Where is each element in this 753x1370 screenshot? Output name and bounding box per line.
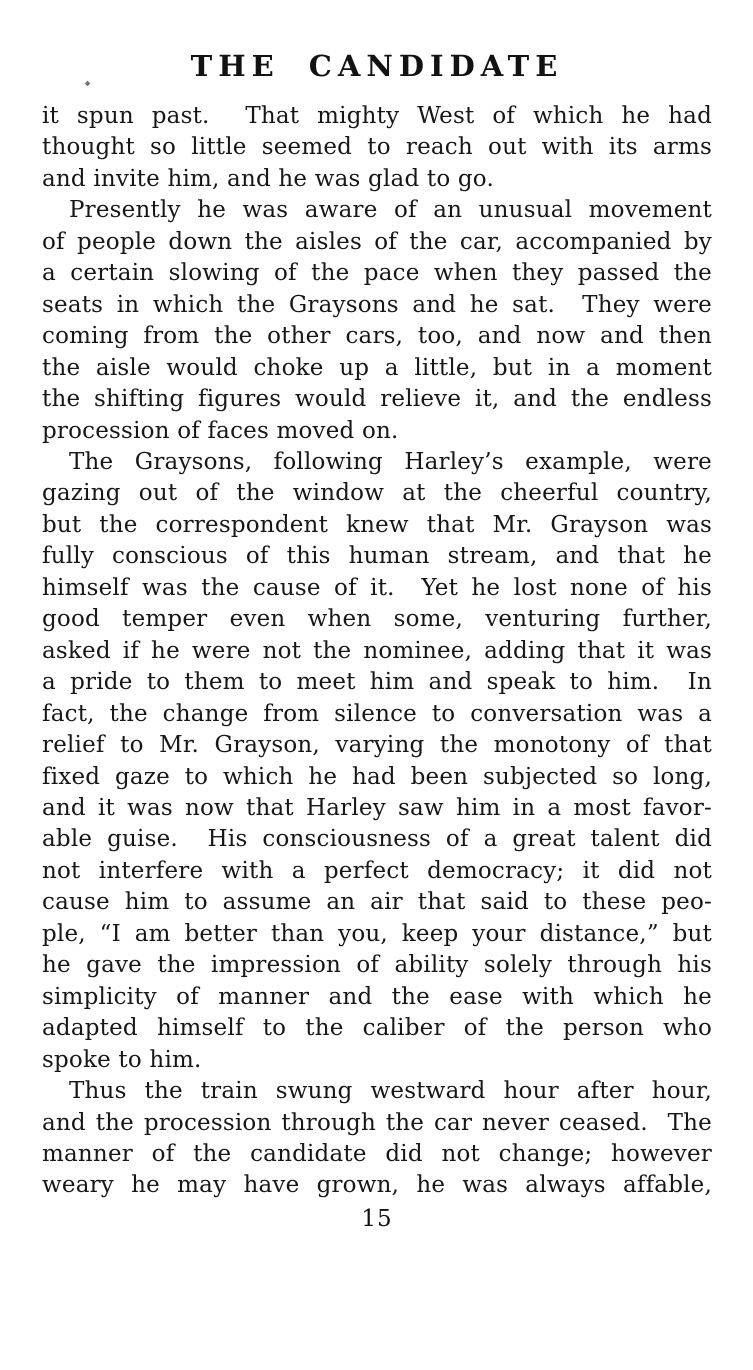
text-line: gazing out of the window at the cheerful country, xyxy=(42,480,712,507)
text-line: manner of the candidate did not change; however xyxy=(42,1140,712,1167)
text-line: simplicity of manner and the ease with which he xyxy=(42,983,712,1010)
page-title: THE CANDIDATE xyxy=(190,49,564,83)
text-line: The Graysons, following Harley’s example, were xyxy=(69,448,712,475)
text-line: and it was now that Harley saw him in a most favor- xyxy=(42,794,712,821)
text-line: the shifting figures would relieve it, and the endless xyxy=(42,386,712,413)
text-line: thought so little seemed to reach out with its arms xyxy=(42,134,712,161)
text-line: Presently he was aware of an unusual movement xyxy=(69,197,712,224)
page-number: 15 xyxy=(361,1205,393,1232)
text-line: ple, “I am better than you, keep your distance,” but xyxy=(42,920,712,947)
text-line: able guise. His consciousness of a great talent did xyxy=(42,826,712,853)
text-line: adapted himself to the caliber of the person who xyxy=(42,1015,712,1042)
text-line: it spun past. That mighty West of which he had xyxy=(42,103,712,129)
text-line: procession of faces moved on. xyxy=(42,417,399,444)
text-line: and the procession through the car never ceased. The xyxy=(42,1109,712,1136)
text-line: fixed gaze to which he had been subjected so long, xyxy=(42,763,712,790)
text-line: fact, the change from silence to conversation was a xyxy=(42,700,712,727)
text-line: asked if he were not the nominee, adding that it was xyxy=(42,637,712,664)
text-line: he gave the impression of ability solely through his xyxy=(42,952,712,979)
paragraph xyxy=(42,101,712,195)
text-line: and invite him, and he was glad to go. xyxy=(42,165,494,192)
text-line: fully conscious of this human stream, and that he xyxy=(42,543,712,570)
text-line: spoke to him. xyxy=(42,1046,202,1073)
scan-artifact xyxy=(85,81,91,87)
text-line: the aisle would choke up a little, but in a moment xyxy=(42,354,712,381)
text-line: Thus the train swung westward hour after hour, xyxy=(69,1078,712,1105)
text-line: not interfere with a perfect democracy; it did not xyxy=(42,857,712,884)
text-line: cause him to assume an air that said to these peo- xyxy=(42,889,712,916)
text-line: seats in which the Graysons and he sat. They were xyxy=(42,291,712,318)
text-line: of people down the aisles of the car, accompanied by xyxy=(42,228,712,255)
paragraph xyxy=(42,1076,712,1202)
text-line: a certain slowing of the pace when they passed the xyxy=(42,260,712,287)
text-line: himself was the cause of it. Yet he lost none of his xyxy=(42,574,712,601)
paragraph xyxy=(42,195,712,447)
paragraph xyxy=(42,447,712,1076)
text-line: coming from the other cars, too, and now and then xyxy=(42,323,712,350)
text-line: good temper even when some, venturing further, xyxy=(42,606,712,633)
text-line: but the correspondent knew that Mr. Grayson was xyxy=(42,511,712,538)
text-line: weary he may have grown, he was always affable, xyxy=(42,1172,712,1199)
page-text xyxy=(42,101,712,1202)
text-line: a pride to them to meet him and speak to him. In xyxy=(42,669,712,696)
text-line: relief to Mr. Grayson, varying the monotony of that xyxy=(42,732,712,759)
